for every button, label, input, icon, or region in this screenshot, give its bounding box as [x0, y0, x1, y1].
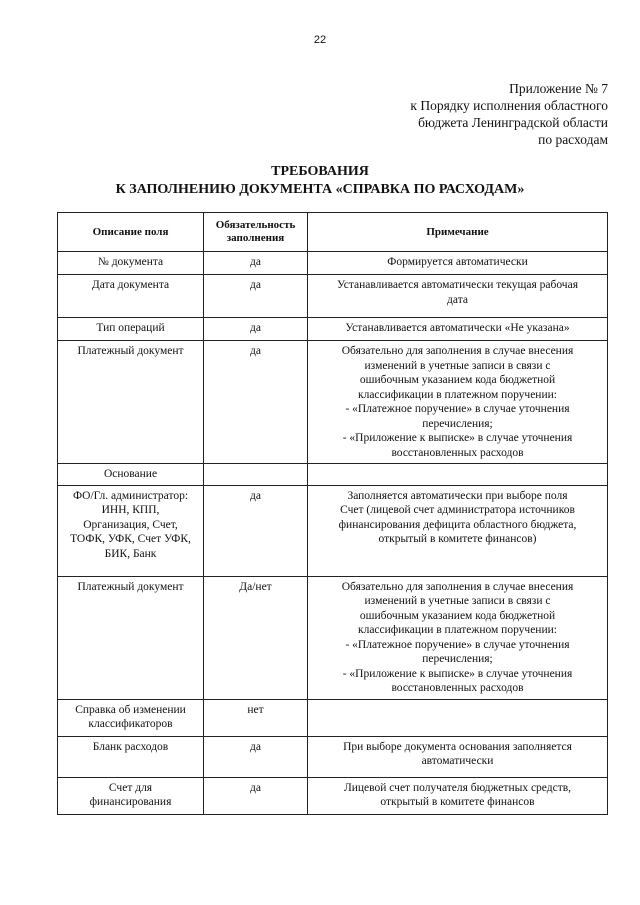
appendix-line: Приложение № 7 [509, 81, 608, 96]
field-line: Организация, Счет, [83, 518, 178, 531]
note-line: ошибочным указанием кода бюджетной [359, 609, 556, 622]
table-row [58, 318, 608, 341]
note-line: классификации в платежном поручении: [358, 388, 557, 401]
field-line: ФО/Гл. администратор: [72, 489, 189, 502]
field-line: финансирования [89, 796, 172, 808]
note-line: Устанавливается автоматически текущая рабочая [337, 279, 578, 291]
field-line: Справка об изменении [75, 703, 186, 716]
field-line: ИНН, КПП, [101, 504, 160, 516]
note-line: дата [447, 293, 468, 306]
note-line: автоматически [421, 755, 494, 767]
cell-field: Основание [58, 464, 204, 486]
note-line: Заполняется автоматически при выборе поля [347, 489, 568, 502]
header-note: Примечание [308, 213, 608, 252]
cell-required: да [204, 252, 308, 275]
title-line: ТРЕБОВАНИЯ [271, 164, 369, 179]
note-line: открытый в комитете финансов) [378, 533, 537, 545]
cell-required: да [204, 341, 308, 464]
note-line: Счет (лицевой счет администратора источников [340, 504, 575, 516]
table-row [58, 252, 608, 275]
cell-required: да [204, 485, 308, 576]
appendix-line: к Порядку исполнения областного [410, 98, 608, 113]
header-required-line: заполнения [226, 232, 285, 244]
cell-note [308, 275, 608, 318]
note-line: финансирования дефицита областного бюджета, [338, 518, 577, 531]
cell-field [58, 777, 204, 814]
cell-required: нет [204, 699, 308, 736]
note-line: - «Платежное поручение» в случае уточнения [345, 403, 570, 415]
field-line: Счет для [108, 781, 153, 794]
table-row [58, 464, 608, 486]
cell-note [308, 485, 608, 576]
field-line: БИК, Банк [104, 547, 157, 560]
cell-required: Да/нет [204, 576, 308, 699]
header-required-line: Обязательность [215, 219, 296, 231]
document-title [0, 163, 640, 199]
header-field-description: Описание поля [58, 213, 204, 252]
note-line: - «Приложение к выписке» в случае уточнения [342, 667, 573, 680]
note-line: ошибочным указанием кода бюджетной [359, 374, 556, 386]
note-line: восстановленных расходов [391, 446, 524, 459]
note-line: перечисления; [422, 417, 493, 430]
note-line: Формируется автоматически [387, 256, 528, 268]
field-line: ТОФК, УФК, Счет УФК, [70, 533, 191, 545]
cell-note [308, 777, 608, 814]
title-line: К ЗАПОЛНЕНИЮ ДОКУМЕНТА «СПРАВКА ПО РАСХОДАМ» [115, 182, 525, 197]
note-line: При выборе документа основания заполняется [343, 740, 572, 753]
cell-field [58, 699, 204, 736]
cell-required: да [204, 318, 308, 341]
cell-field: Бланк расходов [58, 736, 204, 777]
field-line: классификаторов [88, 718, 173, 730]
note-line: - «Приложение к выписке» в случае уточнения [342, 432, 573, 444]
table-row [58, 485, 608, 576]
cell-required: да [204, 777, 308, 814]
appendix-line: бюджета Ленинградской области [418, 115, 608, 130]
cell-field: Тип операций [58, 318, 204, 341]
cell-note [308, 736, 608, 777]
appendix-block [308, 80, 608, 148]
table-row [58, 341, 608, 464]
note-line: открытый в комитете финансов [380, 796, 535, 808]
note-line: изменений в учетные записи в связи с [364, 359, 551, 372]
note-line: Обязательно для заполнения в случае внесения [341, 345, 574, 357]
note-line: Обязательно для заполнения в случае внесения [341, 580, 574, 593]
cell-note [308, 318, 608, 341]
cell-field [58, 485, 204, 576]
note-line: - «Платежное поручение» в случае уточнения [345, 638, 570, 651]
cell-required [204, 464, 308, 486]
cell-note [308, 576, 608, 699]
table-header-row [58, 213, 608, 252]
page-number: 22 [313, 34, 327, 46]
note-line: Лицевой счет получателя бюджетных средств, [343, 781, 572, 794]
table-row [58, 576, 608, 699]
cell-required: да [204, 275, 308, 318]
table-row [58, 736, 608, 777]
note-line: перечисления; [422, 653, 493, 665]
note-line: восстановленных расходов [391, 682, 524, 694]
table-row [58, 699, 608, 736]
table-row [58, 275, 608, 318]
cell-field: Платежный документ [58, 576, 204, 699]
cell-field: Платежный документ [58, 341, 204, 464]
cell-note [308, 341, 608, 464]
cell-field: Дата документа [58, 275, 204, 318]
note-line: изменений в учетные записи в связи с [364, 595, 551, 607]
cell-required: да [204, 736, 308, 777]
cell-note [308, 464, 608, 486]
appendix-line: по расходам [538, 132, 608, 147]
requirements-table [57, 212, 608, 815]
table-row [58, 777, 608, 814]
note-line: Устанавливается автоматически «Не указана» [345, 322, 570, 334]
cell-note [308, 252, 608, 275]
header-required [204, 213, 308, 252]
cell-field: № документа [58, 252, 204, 275]
note-line: классификации в платежном поручении: [358, 624, 557, 636]
cell-note [308, 699, 608, 736]
